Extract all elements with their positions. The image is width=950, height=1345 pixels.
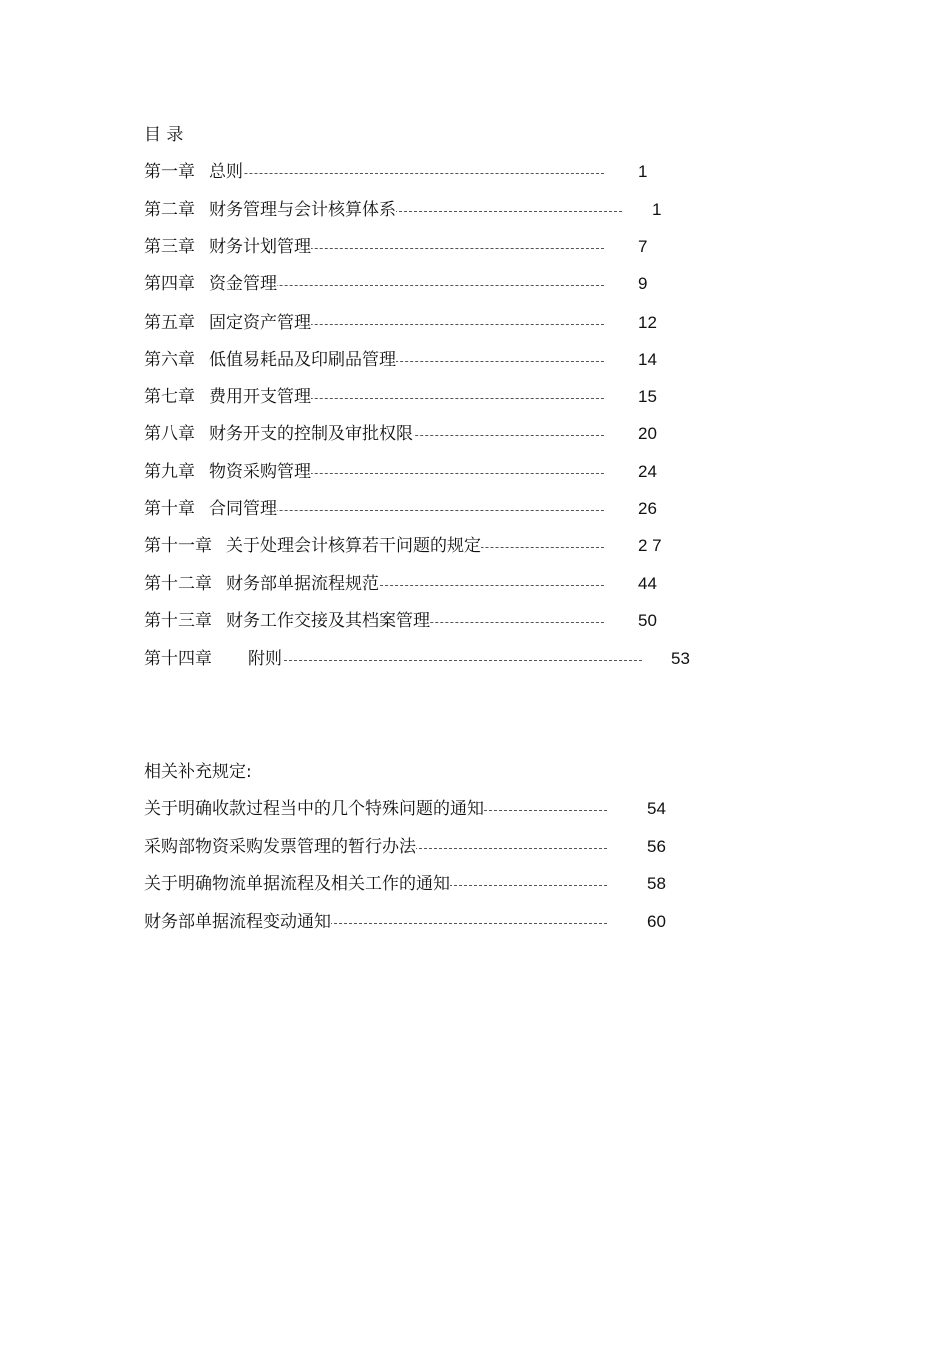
chapter-number: 第十一章 <box>144 536 212 556</box>
page-number: 26 <box>638 499 657 518</box>
page-number: 7 <box>638 237 648 256</box>
page-number: 9 <box>638 274 648 293</box>
chapter-number: 第五章 <box>144 313 195 333</box>
toc-entry-label <box>144 272 277 296</box>
toc-entry-label <box>144 460 311 484</box>
toc-entry-label <box>144 609 430 633</box>
toc-entry-label <box>144 497 277 521</box>
chapter-number: 第七章 <box>144 387 195 407</box>
page-number: 56 <box>647 837 666 856</box>
chapter-number: 第一章 <box>144 162 195 182</box>
chapter-title: 财务开支的控制及审批权限 <box>209 424 413 444</box>
chapter-title: 财务管理与会计核算体系 <box>209 200 396 220</box>
page-number: 12 <box>638 313 657 332</box>
page-number: 44 <box>638 574 657 593</box>
page-number: 15 <box>638 387 657 406</box>
page-number: 14 <box>638 350 657 369</box>
toc-entry-label <box>144 572 379 596</box>
supplement-entry-title: 关于明确收款过程当中的几个特殊问题的通知 <box>144 799 484 819</box>
supplement-entry-title: 采购部物资采购发票管理的暂行办法 <box>144 837 416 857</box>
toc-entry-label <box>144 647 282 671</box>
page-number: 24 <box>638 462 657 481</box>
chapter-title: 合同管理 <box>209 499 277 519</box>
chapter-title: 费用开支管理 <box>209 387 311 407</box>
page-number: 54 <box>647 799 666 818</box>
supplement-entry-title: 关于明确物流单据流程及相关工作的通知 <box>144 874 450 894</box>
toc-entry-label <box>144 235 311 259</box>
chapter-title: 财务计划管理 <box>209 237 311 257</box>
page-number: 60 <box>647 912 666 931</box>
page-number: 2 7 <box>638 536 662 555</box>
chapter-number: 第二章 <box>144 200 195 220</box>
page-number: 20 <box>638 424 657 443</box>
chapter-title: 关于处理会计核算若干问题的规定 <box>226 536 481 556</box>
chapter-number: 第九章 <box>144 462 195 482</box>
chapter-title: 固定资产管理 <box>209 313 311 333</box>
toc-entry-label <box>144 534 481 558</box>
supplement-entry-title: 财务部单据流程变动通知 <box>144 912 331 932</box>
chapter-title: 总则 <box>209 162 243 182</box>
chapter-number: 第四章 <box>144 274 195 294</box>
toc-entry-label <box>144 422 413 446</box>
chapter-number: 第十章 <box>144 499 195 519</box>
chapter-number: 第十二章 <box>144 574 212 594</box>
chapter-title: 低值易耗品及印刷品管理 <box>209 350 396 370</box>
chapter-title: 财务工作交接及其档案管理 <box>226 611 430 631</box>
chapter-title: 物资采购管理 <box>209 462 311 482</box>
chapter-title: 资金管理 <box>209 274 277 294</box>
toc-entry-label <box>144 311 311 335</box>
supplement-heading: 相关补充规定: <box>144 762 252 782</box>
chapter-number: 第八章 <box>144 424 195 444</box>
page-number: 1 <box>638 162 648 181</box>
page-number: 58 <box>647 874 666 893</box>
toc-entry-label <box>144 348 396 372</box>
chapter-title: 附则 <box>248 649 282 669</box>
chapter-title: 财务部单据流程规范 <box>226 574 379 594</box>
page-number: 1 <box>652 200 662 219</box>
toc-entry-label <box>144 198 396 222</box>
chapter-number: 第六章 <box>144 350 195 370</box>
chapter-number: 第十三章 <box>144 611 212 631</box>
page-number: 50 <box>638 611 657 630</box>
chapter-number: 第十四章 <box>144 649 212 669</box>
toc-heading: 目 录 <box>144 125 184 145</box>
page-number: 53 <box>671 649 690 668</box>
toc-entry-label <box>144 385 311 409</box>
chapter-number: 第三章 <box>144 237 195 257</box>
toc-entry-label <box>144 160 243 184</box>
